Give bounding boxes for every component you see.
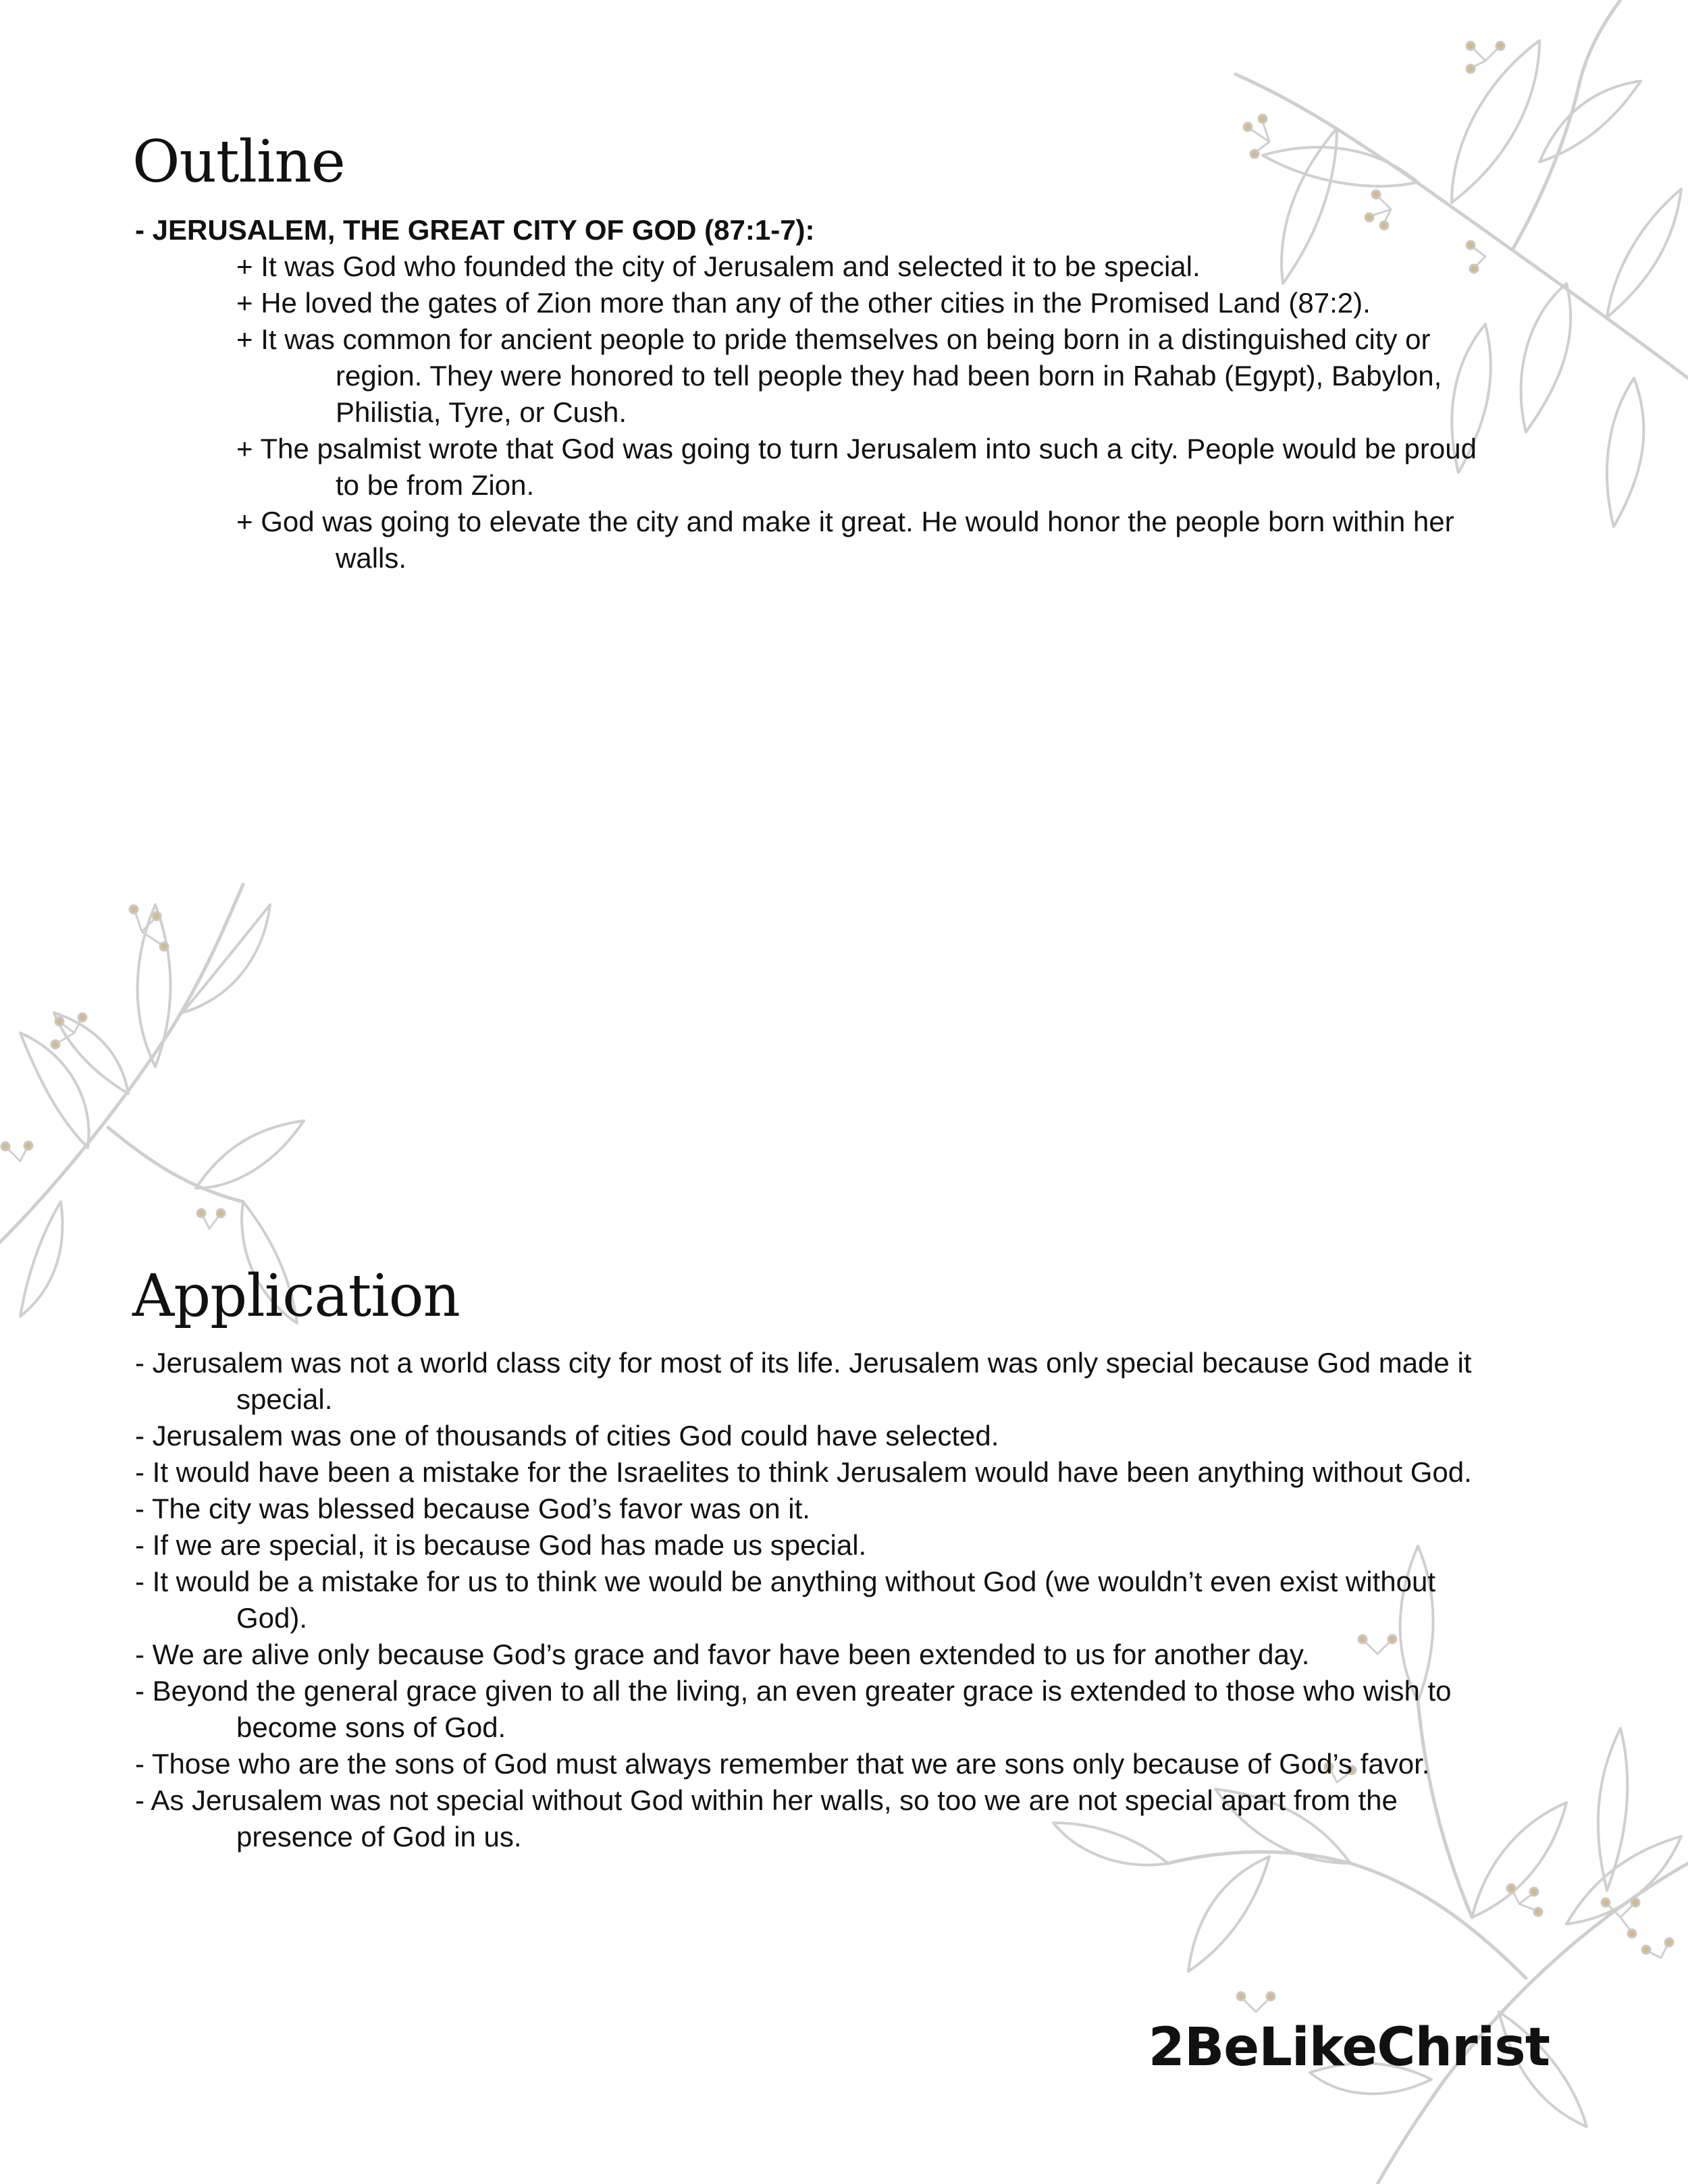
outline-item: + It was common for ancient people to pride themselves on being born in a distinguished city or: [236, 323, 1431, 355]
application-item-continuation: become sons of God.: [236, 1711, 506, 1743]
application-item: - It would be a mistake for us to think we would be anything without God (we wouldn’t even exist without: [135, 1566, 1436, 1597]
botanical-top-right-icon: [1134, 0, 1688, 554]
outline-item: + The psalmist wrote that God was going to turn Jerusalem into such a city. People would be proud: [236, 433, 1477, 464]
outline-item: + God was going to elevate the city and make it great. He would honor the people born within her: [236, 506, 1454, 537]
outline-heading: Outline: [132, 128, 345, 196]
application-item: - Those who are the sons of God must always remember that we are sons only because of God’s favor.: [135, 1748, 1430, 1780]
outline-item-continuation: to be from Zion.: [336, 469, 535, 501]
application-item: - The city was blessed because God’s favor was on it.: [135, 1493, 810, 1524]
application-item: - Jerusalem was one of thousands of cities God could have selected.: [135, 1420, 999, 1451]
outline-item: + He loved the gates of Zion more than any of the other cities in the Promised Land (87:2).: [236, 287, 1371, 319]
outline-item-continuation: Philistia, Tyre, or Cush.: [336, 396, 627, 428]
outline-item-continuation: region. They were honored to tell people they had been born in Rahab (Egypt), Babylon,: [336, 360, 1442, 392]
outline-item: + It was God who founded the city of Jerusalem and selected it to be special.: [236, 250, 1201, 282]
application-item: - Beyond the general grace given to all the living, an even greater grace is extended to those who wish to: [135, 1675, 1452, 1707]
outline-main-point: - JERUSALEM, THE GREAT CITY OF GOD (87:1-7):: [135, 214, 815, 246]
application-item: - As Jerusalem was not special without God within her walls, so too we are not special apart from the: [135, 1784, 1398, 1816]
application-item-continuation: God).: [236, 1602, 308, 1634]
outline-item-continuation: walls.: [336, 542, 407, 574]
application-item: - Jerusalem was not a world class city for most of its life. Jerusalem was only special because God made it: [135, 1347, 1472, 1379]
application-item-continuation: presence of God in us.: [236, 1821, 522, 1853]
application-item-continuation: special.: [236, 1383, 333, 1415]
application-heading: Application: [132, 1262, 460, 1330]
application-item: - If we are special, it is because God has made us special.: [135, 1529, 867, 1561]
application-item: - We are alive only because God’s grace and favor have been extended to us for another day.: [135, 1639, 1310, 1670]
brand-name: 2BeLikeChrist: [1148, 2017, 1550, 2078]
application-item: - It would have been a mistake for the Israelites to think Jerusalem would have been anything without God.: [135, 1456, 1472, 1488]
